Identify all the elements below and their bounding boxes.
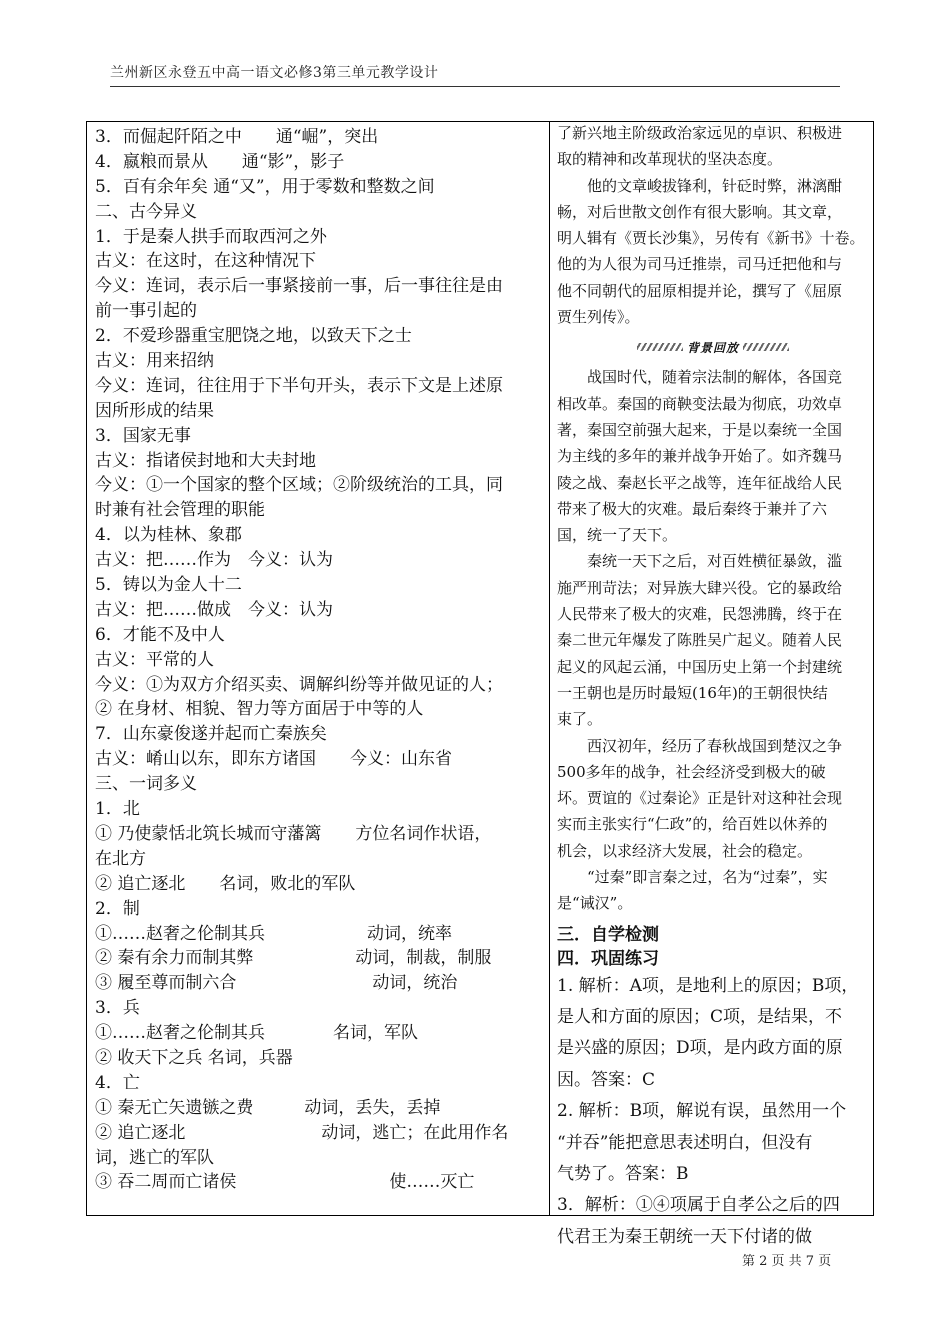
left-line: ② 秦有余力而制其弊 动词，制裁，制服 [95,948,492,969]
right-line: 战国时代，随着宗法制的解体，各国竞 [587,368,843,387]
answer-line: 3．解析：①④项属于自孝公之后的四 [557,1195,840,1216]
answer-line: 因。答案：C [557,1069,656,1090]
left-line: 3．兵 [95,998,140,1019]
left-line: 2．制 [95,898,140,919]
column-divider [549,122,550,1215]
right-line: 著，秦国空前强大起来，于是以秦统一全国 [557,420,843,439]
left-line: 4．嬴粮而景从 通“影”，影子 [95,151,345,172]
left-line: 5．铸以为金人十二 [95,575,242,596]
left-line: 古义：在这时，在这种情况下 [95,251,316,272]
right-line: “过秦”即言秦之过，名为“过秦”，实 [587,868,828,887]
left-line: ①……赵奢之伦制其兵 名词，军队 [95,1023,418,1044]
page-number: 第 2 页 共 7 页 [742,1254,832,1269]
right-line: 人民带来了极大的灾难，民怨沸腾，终于在 [557,605,843,624]
right-line: 起义的风起云涌，中国历史上第一个封建统 [557,657,843,676]
left-line: 古义：崤山以东，即东方诸国 今义：山东省 [95,749,452,770]
right-line: 带来了极大的灾难。最后秦终于兼并了六 [557,499,828,518]
left-line: 4．以为桂林、象郡 [95,525,242,546]
left-line: 3．而倔起阡陌之中 通“崛”，突出 [95,127,379,147]
left-line: ② 追亡逐北 名词，败北的军队 [95,873,356,894]
right-line: 明人辑有《贾长沙集》，另传有《新书》十卷。 [557,229,865,248]
content-table [86,121,874,1247]
hatch-decoration-right [743,343,789,351]
answer-line: 气势了。答案：B [557,1163,689,1184]
answer-line: 代君王为秦王朝统一天下付诸的做 [557,1226,812,1247]
left-line: 古义：平常的人 [95,649,214,670]
right-column [557,120,869,1253]
answer-line: 2. 解析：B项，解说有误，虽然用一个 [557,1101,847,1122]
right-line: 机会，以求经济大发展，社会的稳定。 [557,841,813,860]
answer-line: 是人和方面的原因；C项，是结果，不 [557,1007,843,1027]
right-line: 相改革。秦国的商鞅变法最为彻底，功效卓 [557,394,843,413]
right-line: 他的为人很为司马迁推崇，司马迁把他和与 [557,255,843,274]
left-column [95,125,543,1195]
right-line: 一王朝也是历时最短(16年)的王朝很快结 [557,683,828,702]
right-line: 他不同朝代的屈原相提并论，撰写了《屈原 [557,281,843,300]
right-line: 了新兴地主阶级政治家远见的卓识、积极进 [557,124,843,142]
right-line: 实而主张实行“仁政”的，给百姓以休养的 [557,815,828,834]
left-line: ③ 吞二周而亡诸侯 使……灭亡 [95,1172,475,1193]
right-line: 500多年的战争，社会经济受到极大的破 [557,762,826,781]
left-line: 古义：把……做成 今义：认为 [95,599,333,620]
left-line: ①……赵奢之伦制其兵 动词，统率 [95,923,452,944]
background-banner [557,330,869,364]
left-line: 今义：连词，往往用于下半句开头，表示下文是上述原 [95,375,503,396]
left-line: 2．不爱珍器重宝肥饶之地，以致天下之士 [95,326,412,347]
left-line: ② 收天下之兵 名词，兵器 [95,1047,293,1068]
left-line: 因所形成的结果 [95,400,214,421]
answer-line: 1. 解析：A项，是地利上的原因；B项， [557,975,859,996]
left-line: 今义：连词，表示后一事紧接前一事，后一事往往是由 [95,276,503,297]
left-line: 7．山东豪俊遂并起而亡秦族矣 [95,724,327,745]
left-line: 1．于是秦人拱手而取西河之外 [95,226,327,247]
right-line: 束了。 [557,710,603,729]
right-line: 国，统一了天下。 [557,526,678,545]
left-line: ① 秦无亡矢遗镞之费 动词，丢失，丢掉 [95,1097,441,1118]
banner-label: 背景回放 [686,340,739,355]
right-line: 畅，对后世散文创作有很大影响。其文章， [557,202,843,221]
right-line: 贾生列传》。 [557,308,640,327]
left-line: 3．国家无事 [95,425,191,446]
left-line: ① 乃使蒙恬北筑长城而守藩篱 方位名词作状语， [95,823,492,844]
right-line: 秦二世元年爆发了陈胜吴广起义。随着人民 [557,631,843,650]
answer-line: 是兴盛的原因；D项，是内政方面的原 [557,1038,843,1059]
right-line: 西汉初年，经历了春秋战国到楚汉之争 [587,736,843,755]
right-line: 他的文章峻拔锋利，针砭时弊，淋漓酣 [587,176,843,195]
left-line: 词，逃亡的军队 [95,1147,214,1168]
left-line: 在北方 [95,848,146,869]
page-header: 兰州新区永登五中高一语文必修3第三单元教学设计 [110,65,439,81]
right-line: 为主线的多年的兼并战争开始了。如齐魏马 [557,447,843,466]
right-line: 是“诫汉”。 [557,894,633,913]
right-line: 秦统一天下之后，对百姓横征暴敛，滥 [587,552,843,571]
left-line: 时兼有社会管理的职能 [95,500,265,521]
left-line: 古义：指诸侯封地和大夫封地 [95,450,316,471]
left-line: ② 在身材、相貌、智力等方面居于中等的人 [95,699,424,720]
left-line: 5．百有余年矣 通“又”，用于零数和整数之间 [95,176,435,197]
left-line: ③ 履至尊而制六合 动词，统治 [95,973,458,994]
section-heading-self-test: 三．自学检测 [557,924,659,945]
right-line: 取的精神和改革现状的坚决态度。 [557,150,783,169]
header-rule [110,86,840,87]
left-line: 今义：①为双方介绍买卖、调解纠纷等并做见证的人； [95,674,503,695]
section-heading: 二、古今异义 [95,201,197,222]
right-line: 陵之战、秦赵长平之战等，连年征战给人民 [557,473,843,492]
left-line: 古义：用来招纳 [95,351,214,372]
hatch-decoration-left [637,343,683,351]
left-line: 1．北 [95,799,140,820]
left-line: 6．才能不及中人 [95,624,225,645]
left-line: 前一事引起的 [95,301,197,322]
answer-line: “并吞”能把意思表述明白，但没有 [557,1132,813,1153]
right-line: 施严刑苛法；对异族大肆兴役。它的暴政给 [557,578,843,597]
section-heading: 三、一词多义 [95,774,197,795]
section-heading-practice: 四．巩固练习 [557,948,659,969]
left-line: ② 追亡逐北 动词，逃亡；在此用作名 [95,1122,509,1143]
left-line: 4．亡 [95,1072,140,1093]
left-line: 今义：①一个国家的整个区域；②阶级统治的工具，同 [95,475,503,496]
left-line: 古义：把……作为 今义：认为 [95,550,333,571]
right-line: 坏。贾谊的《过秦论》正是针对这种社会现 [557,789,843,808]
